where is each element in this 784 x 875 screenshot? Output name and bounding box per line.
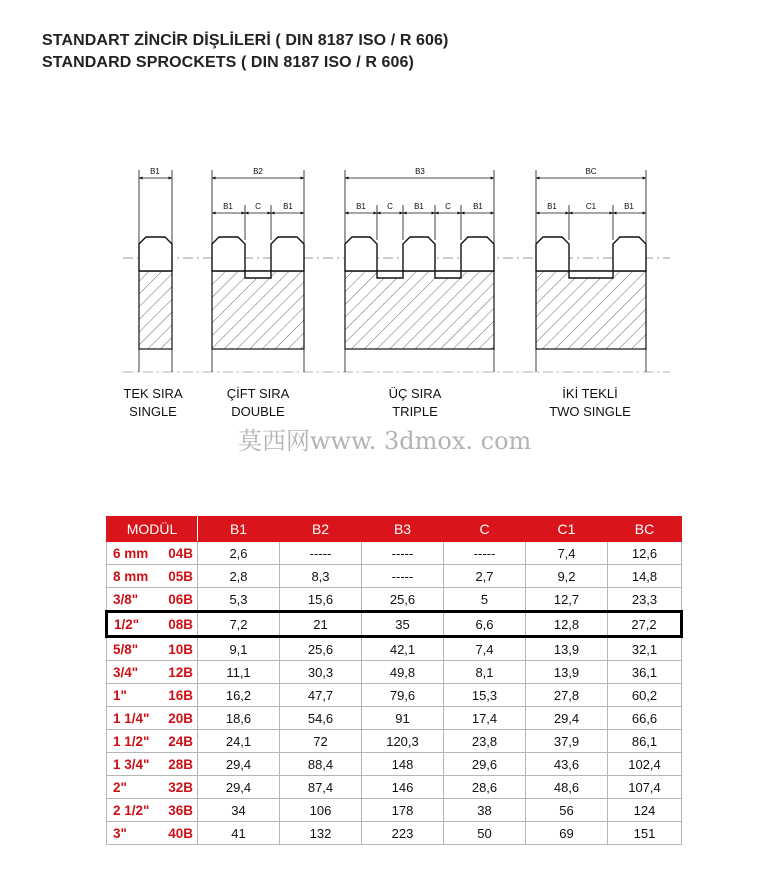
modul-code: 05B (168, 569, 193, 584)
dim-triple-c-b: C (445, 202, 451, 211)
value-cell-c1: 69 (526, 822, 608, 845)
modul-cell (107, 707, 198, 730)
value-cell-c1: 7,4 (526, 542, 608, 565)
value-cell-c1: 13,9 (526, 637, 608, 661)
modul-code: 32B (168, 780, 193, 795)
value-cell-c1: 37,9 (526, 730, 608, 753)
value-cell-c: 29,6 (444, 753, 526, 776)
sprocket-single (139, 167, 172, 372)
dim-triple-b1-b: B1 (414, 202, 424, 211)
modul-cell (107, 637, 198, 661)
value-cell-bc: 14,8 (608, 565, 682, 588)
modul-cell (107, 612, 198, 637)
value-cell-b2: 72 (280, 730, 362, 753)
dim-triple-c-a: C (387, 202, 393, 211)
column-header-bc: BC (608, 517, 682, 542)
modul-cell (107, 753, 198, 776)
value-cell-bc: 102,4 (608, 753, 682, 776)
modul-code: 28B (168, 757, 193, 772)
table-row (107, 542, 682, 565)
value-cell-c1: 27,8 (526, 684, 608, 707)
value-cell-c: 23,8 (444, 730, 526, 753)
value-cell-b1: 41 (198, 822, 280, 845)
modul-cell (107, 730, 198, 753)
value-cell-b1: 24,1 (198, 730, 280, 753)
value-cell-bc: 86,1 (608, 730, 682, 753)
value-cell-b1: 2,6 (198, 542, 280, 565)
modul-cell (107, 661, 198, 684)
value-cell-b1: 9,1 (198, 637, 280, 661)
value-cell-c: 28,6 (444, 776, 526, 799)
table-row (107, 822, 682, 845)
table-row (107, 661, 682, 684)
modul-size: 6 mm (113, 545, 149, 561)
modul-code: 40B (168, 826, 193, 841)
value-cell-b2: 25,6 (280, 637, 362, 661)
sprocket-triple (345, 167, 494, 372)
caption-two-single-tr: İKİ TEKLİ (562, 386, 618, 401)
value-cell-b3: 146 (362, 776, 444, 799)
column-header-c: C (444, 517, 526, 542)
caption-triple-en: TRIPLE (392, 404, 438, 419)
caption-triple-tr: ÜÇ SIRA (388, 386, 442, 401)
value-cell-c: 38 (444, 799, 526, 822)
caption-single-tr: TEK SIRA (123, 386, 183, 401)
value-cell-b3: ----- (362, 565, 444, 588)
value-cell-b2: 8,3 (280, 565, 362, 588)
value-cell-bc: 151 (608, 822, 682, 845)
value-cell-b2: 47,7 (280, 684, 362, 707)
value-cell-bc: 107,4 (608, 776, 682, 799)
modul-size: 3/4" (113, 664, 139, 680)
modul-size: 1 3/4" (113, 756, 150, 772)
value-cell-c: 15,3 (444, 684, 526, 707)
value-cell-c1: 56 (526, 799, 608, 822)
value-cell-b3: 25,6 (362, 588, 444, 612)
dim-double-b1-left: B1 (223, 202, 233, 211)
value-cell-bc: 32,1 (608, 637, 682, 661)
value-cell-b3: 79,6 (362, 684, 444, 707)
modul-cell (107, 542, 198, 565)
table-row (107, 730, 682, 753)
title-turkish: STANDART ZİNCİR DİŞLİLERİ ( DIN 8187 ISO / R 606) (42, 32, 449, 49)
modul-size: 2" (113, 779, 127, 795)
value-cell-b2: 88,4 (280, 753, 362, 776)
modul-size: 1" (113, 687, 127, 703)
value-cell-c1: 12,7 (526, 588, 608, 612)
value-cell-b2: 30,3 (280, 661, 362, 684)
value-cell-b1: 5,3 (198, 588, 280, 612)
value-cell-c1: 9,2 (526, 565, 608, 588)
value-cell-b1: 7,2 (198, 612, 280, 637)
value-cell-c1: 43,6 (526, 753, 608, 776)
value-cell-bc: 36,1 (608, 661, 682, 684)
dim-triple-b1-a: B1 (356, 202, 366, 211)
modul-code: 04B (168, 546, 193, 561)
value-cell-b2: 21 (280, 612, 362, 637)
dim-triple-b1-c: B1 (473, 202, 483, 211)
column-header-c1: C1 (526, 517, 608, 542)
value-cell-b3: 120,3 (362, 730, 444, 753)
value-cell-b2: ----- (280, 542, 362, 565)
sprocket-two-single (536, 167, 646, 372)
watermark: 莫西网www. 3dmox. com (238, 427, 532, 455)
value-cell-b2: 132 (280, 822, 362, 845)
value-cell-b3: 49,8 (362, 661, 444, 684)
value-cell-c1: 29,4 (526, 707, 608, 730)
modul-code: 10B (168, 642, 193, 657)
table-row (107, 565, 682, 588)
column-header-b3: B3 (362, 517, 444, 542)
modul-size: 2 1/2" (113, 802, 150, 818)
value-cell-b1: 29,4 (198, 776, 280, 799)
value-cell-bc: 27,2 (608, 612, 682, 637)
table-header-row (107, 517, 682, 542)
column-header-b2: B2 (280, 517, 362, 542)
value-cell-bc: 124 (608, 799, 682, 822)
value-cell-bc: 23,3 (608, 588, 682, 612)
value-cell-b2: 15,6 (280, 588, 362, 612)
value-cell-b3: 223 (362, 822, 444, 845)
modul-cell (107, 776, 198, 799)
modul-cell (107, 799, 198, 822)
value-cell-bc: 66,6 (608, 707, 682, 730)
modul-code: 24B (168, 734, 193, 749)
modul-size: 1/2" (114, 616, 140, 632)
value-cell-b3: 178 (362, 799, 444, 822)
value-cell-b1: 29,4 (198, 753, 280, 776)
value-cell-c: 2,7 (444, 565, 526, 588)
dim-two-single-b1-right: B1 (624, 202, 634, 211)
caption-double-en: DOUBLE (231, 404, 285, 419)
value-cell-bc: 12,6 (608, 542, 682, 565)
caption-two-single-en: TWO SINGLE (549, 404, 631, 419)
value-cell-b3: 35 (362, 612, 444, 637)
caption-double-tr: ÇİFT SIRA (226, 386, 290, 401)
table-row (107, 588, 682, 612)
caption-single-en: SINGLE (129, 404, 177, 419)
value-cell-b3: ----- (362, 542, 444, 565)
value-cell-c: ----- (444, 542, 526, 565)
dim-two-single-c1: C1 (585, 202, 597, 211)
modul-code: 08B (168, 617, 193, 632)
value-cell-c1: 13,9 (526, 661, 608, 684)
dim-two-single-bc: BC (585, 167, 597, 176)
modul-code: 12B (168, 665, 193, 680)
modul-size: 8 mm (113, 568, 149, 584)
modul-code: 16B (168, 688, 193, 703)
value-cell-b2: 106 (280, 799, 362, 822)
modul-size: 1 1/4" (113, 710, 150, 726)
modul-code: 20B (168, 711, 193, 726)
title-english: STANDARD SPROCKETS ( DIN 8187 ISO / R 606) (42, 54, 414, 71)
value-cell-b3: 42,1 (362, 637, 444, 661)
dim-two-single-b1-left: B1 (547, 202, 557, 211)
value-cell-b3: 148 (362, 753, 444, 776)
modul-size: 5/8" (113, 641, 139, 657)
value-cell-c1: 12,8 (526, 612, 608, 637)
value-cell-b1: 2,8 (198, 565, 280, 588)
table-row (107, 612, 682, 637)
modul-size: 3" (113, 825, 127, 841)
value-cell-c: 50 (444, 822, 526, 845)
table-row (107, 684, 682, 707)
value-cell-b2: 54,6 (280, 707, 362, 730)
dim-single-b1: B1 (150, 167, 160, 176)
value-cell-c1: 48,6 (526, 776, 608, 799)
modul-cell (107, 684, 198, 707)
value-cell-b1: 18,6 (198, 707, 280, 730)
table-row (107, 707, 682, 730)
modul-cell (107, 822, 198, 845)
table-row (107, 776, 682, 799)
modul-code: 06B (168, 592, 193, 607)
dim-double-b1-right: B1 (283, 202, 293, 211)
dim-double-b2: B2 (253, 167, 263, 176)
value-cell-b1: 16,2 (198, 684, 280, 707)
value-cell-c: 8,1 (444, 661, 526, 684)
column-header-modül: MODÜL (107, 517, 198, 542)
value-cell-c: 17,4 (444, 707, 526, 730)
modul-code: 36B (168, 803, 193, 818)
value-cell-c: 7,4 (444, 637, 526, 661)
sprocket-spec-table (105, 516, 683, 845)
value-cell-bc: 60,2 (608, 684, 682, 707)
table-row (107, 637, 682, 661)
sprocket-double (212, 167, 304, 372)
value-cell-c: 5 (444, 588, 526, 612)
value-cell-b2: 87,4 (280, 776, 362, 799)
column-header-b1: B1 (198, 517, 280, 542)
modul-size: 3/8" (113, 591, 139, 607)
value-cell-b3: 91 (362, 707, 444, 730)
value-cell-c: 6,6 (444, 612, 526, 637)
dim-triple-b3: B3 (415, 167, 425, 176)
table-row (107, 799, 682, 822)
modul-cell (107, 565, 198, 588)
modul-size: 1 1/2" (113, 733, 150, 749)
modul-cell (107, 588, 198, 612)
value-cell-b1: 11,1 (198, 661, 280, 684)
dim-double-c: C (255, 202, 261, 211)
table-body (107, 542, 682, 845)
value-cell-b1: 34 (198, 799, 280, 822)
table-row (107, 753, 682, 776)
